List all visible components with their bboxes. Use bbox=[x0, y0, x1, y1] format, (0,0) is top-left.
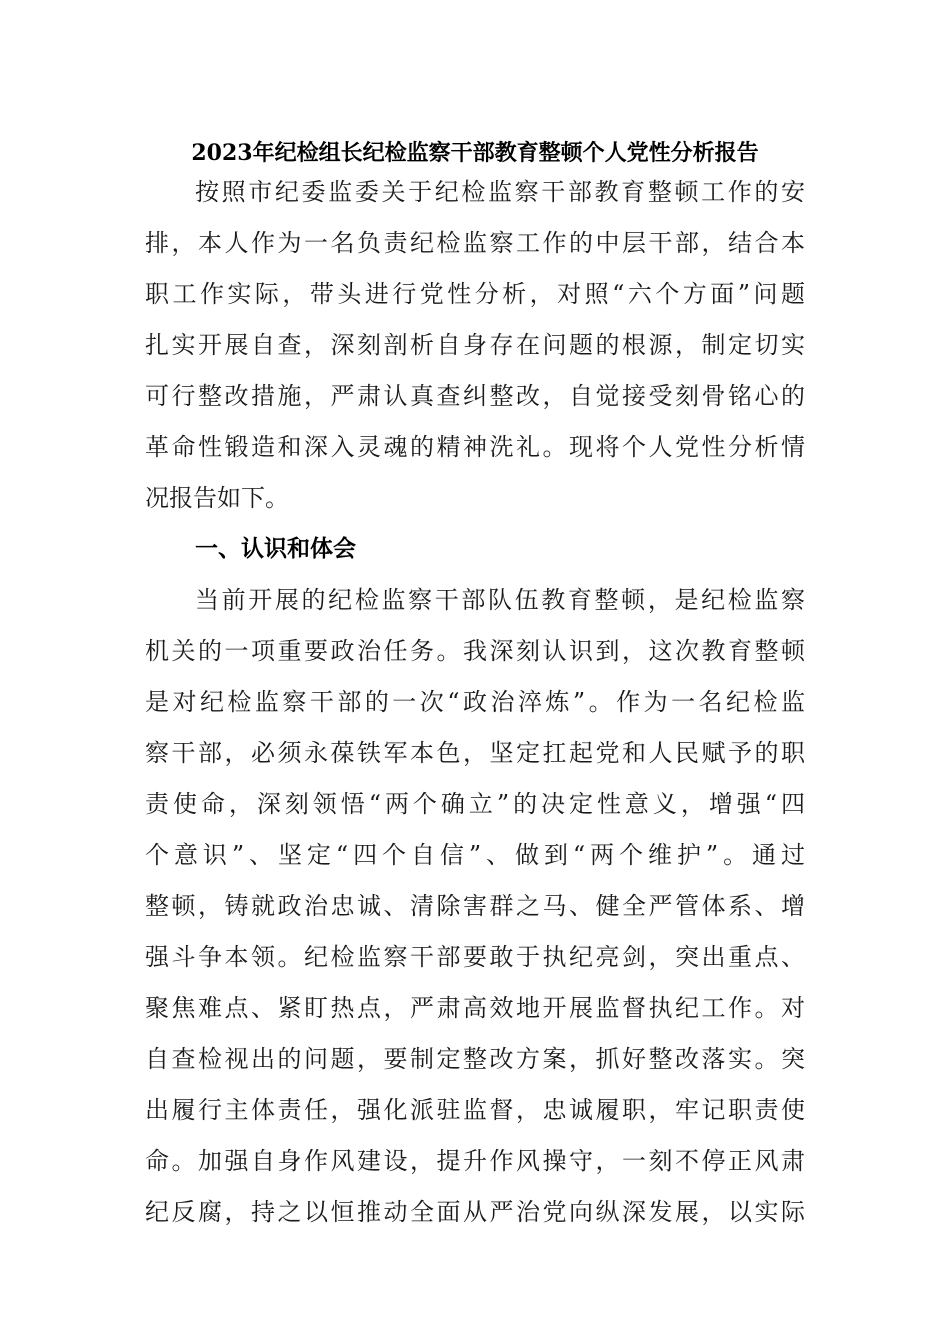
section1-paragraph bbox=[145, 575, 805, 1238]
paragraph-line: 命。加强自身作风建设，提升作风操守，一刻不停正风肃 bbox=[145, 1147, 805, 1175]
paragraph-line: 整顿，铸就政治忠诚、清除害群之马、健全严管体系、增 bbox=[145, 892, 805, 920]
intro-paragraph bbox=[145, 167, 805, 524]
paragraph-line: 个意识”、坚定“四个自信”、做到“两个维护”。通过 bbox=[145, 841, 805, 869]
section-heading: 一、认识和体会 bbox=[195, 536, 356, 562]
paragraph-line: 责使命，深刻领悟“两个确立”的决定性意义，增强“四 bbox=[145, 790, 805, 818]
paragraph-line: 察干部，必须永葆铁军本色，坚定扛起党和人民赋予的职 bbox=[145, 739, 805, 767]
document-body bbox=[145, 158, 805, 1238]
paragraph-line: 是对纪检监察干部的一次“政治淬炼”。作为一名纪检监 bbox=[145, 688, 805, 716]
paragraph-line: 扎实开展自查，深刻剖析自身存在问题的根源，制定切实 bbox=[145, 331, 805, 359]
paragraph-line: 况报告如下。 bbox=[145, 484, 289, 512]
paragraph-line: 强斗争本领。纪检监察干部要敢于执纪亮剑，突出重点、 bbox=[145, 943, 805, 971]
paragraph-line: 出履行主体责任，强化派驻监督，忠诚履职，牢记职责使 bbox=[145, 1096, 805, 1124]
paragraph-line: 自查检视出的问题，要制定整改方案，抓好整改落实。突 bbox=[145, 1045, 805, 1073]
paragraph-line: 可行整改措施，严肃认真查纠整改，自觉接受刻骨铭心的 bbox=[145, 382, 805, 410]
paragraph-line: 排，本人作为一名负责纪检监察工作的中层干部，结合本 bbox=[145, 229, 805, 257]
document-title: 2023年纪检组长纪检监察干部教育整顿个人党性分析报告 bbox=[191, 140, 759, 166]
paragraph-line: 革命性锻造和深入灵魂的精神洗礼。现将个人党性分析情 bbox=[145, 433, 805, 461]
paragraph-line: 纪反腐，持之以恒推动全面从严治党向纵深发展，以实际 bbox=[145, 1198, 805, 1226]
paragraph-line: 当前开展的纪检监察干部队伍教育整顿，是纪检监察 bbox=[195, 586, 805, 614]
paragraph-line: 按照市纪委监委关于纪检监察干部教育整顿工作的安 bbox=[195, 178, 805, 206]
paragraph-line: 聚焦难点、紧盯热点，严肃高效地开展监督执纪工作。对 bbox=[145, 994, 805, 1022]
paragraph-line: 职工作实际，带头进行党性分析，对照“六个方面”问题 bbox=[145, 280, 805, 308]
paragraph-line: 机关的一项重要政治任务。我深刻认识到，这次教育整顿 bbox=[145, 637, 805, 665]
